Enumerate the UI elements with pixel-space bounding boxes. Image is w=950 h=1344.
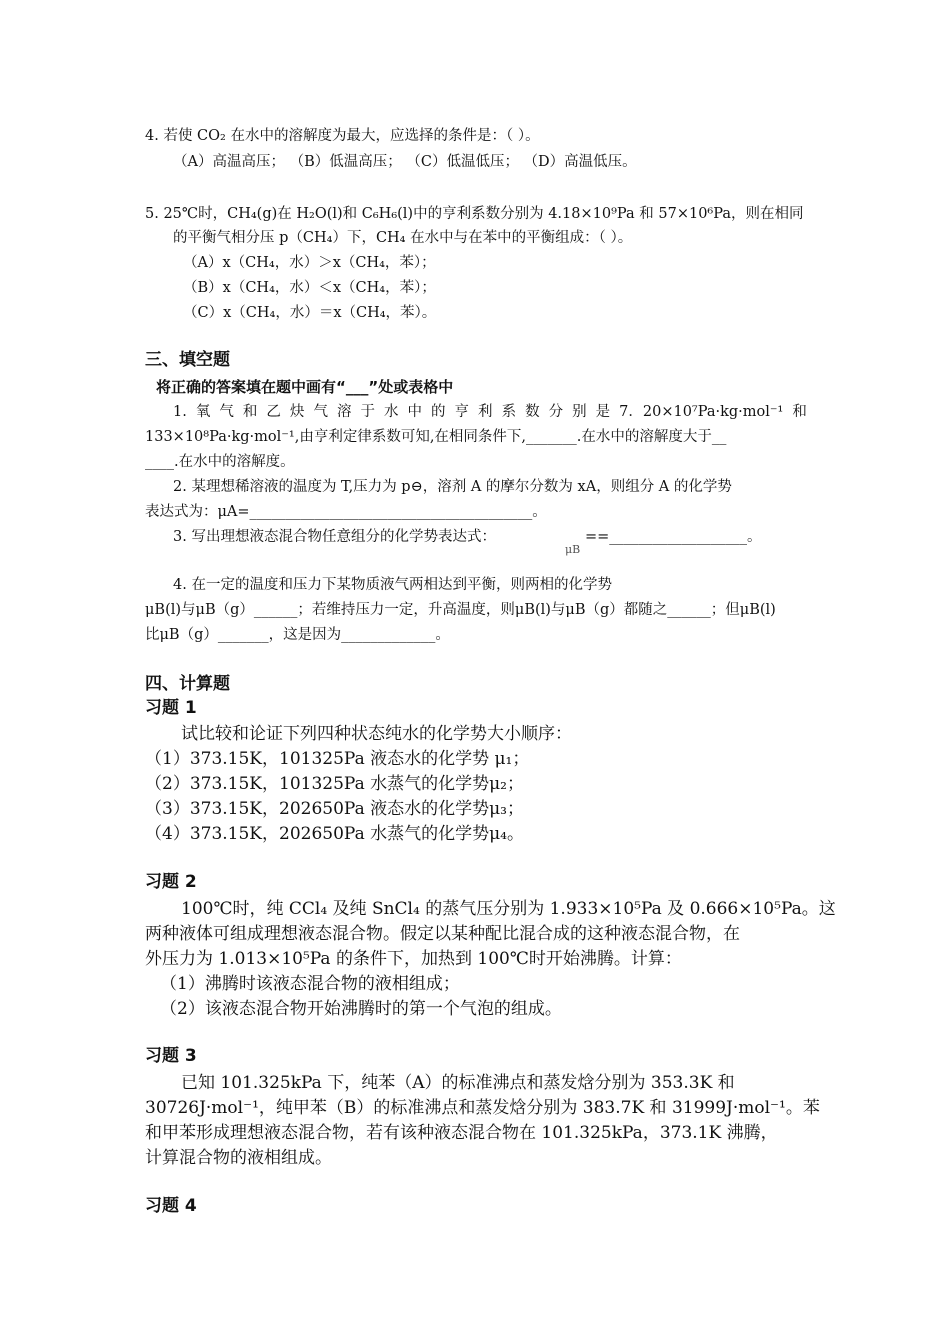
fill-q1-word: 氧 [195, 404, 211, 420]
ex3-line4: 计算混合物的液相组成。 [145, 1148, 332, 1168]
choice-q5-option-b: （B）x（CH₄，水）＜x（CH₄，苯）； [183, 280, 436, 296]
fill-q1-word: 的 [431, 404, 446, 420]
section-calc-title: 四、计算题 [145, 674, 230, 694]
fill-q1-word: 利 [478, 404, 493, 420]
choice-q5-option-a: （A）x（CH₄，水）＞x（CH₄，苯）； [183, 255, 436, 271]
ex1-item-3: （3）373.15K，202650Pa 液态水的化学势μ₃； [145, 799, 524, 819]
fill-q1-word: 溶 [336, 404, 352, 420]
section-fill-title: 三、填空题 [145, 350, 230, 370]
ex2-title: 习题 2 [145, 872, 197, 892]
fill-q1-word: 数 [525, 404, 540, 420]
fill-q1-word: 7．20×10⁷Pa·kg·mol⁻¹ [619, 404, 784, 420]
fill-q2-line2: 表达式为：μA=_______________________________________。 [145, 504, 547, 520]
ex1-title: 习题 1 [145, 698, 197, 718]
fill-q1-word: 气 [219, 404, 234, 420]
choice-q5-stem-line1: 5. 25℃时，CH₄(g)在 H₂O(l)和 C₆H₆(l)中的亨利系数分别为 4.18×10⁹Pa 和 57×10⁶Pa，则在相同 [145, 206, 804, 222]
ex3-title: 习题 3 [145, 1046, 197, 1066]
fill-q1-line1 [173, 402, 807, 422]
fill-q4-line2: μB(l)与μB（g）______；若维持压力一定，升高温度，则μB(l)与μB（g）都随之______；但μB(l) [145, 602, 776, 618]
fill-q1-word: 炔 [289, 404, 305, 420]
ex1-intro: 试比较和论证下列四种状态纯水的化学势大小顺序： [181, 724, 572, 744]
fill-q1-word: 和 [792, 404, 807, 420]
choice-q4-stem: 4. 若使 CO₂ 在水中的溶解度为最大，应选择的条件是：（ ）。 [145, 128, 540, 144]
fill-q1-word: 分 [548, 404, 564, 420]
fill-q1-word: 乙 [266, 404, 281, 420]
ex3-line2: 30726J·mol⁻¹，纯甲苯（B）的标准沸点和蒸发焓分别为 383.7K 和 31999J·mol⁻¹。苯 [145, 1098, 820, 1118]
fill-q4-line3: 比μB（g）_______，这是因为_____________。 [145, 627, 450, 643]
fill-q1-line3: ____.在水中的溶解度。 [145, 454, 295, 470]
fill-q1-word: 亨 [454, 404, 470, 420]
ex1-item-4: （4）373.15K，202650Pa 水蒸气的化学势μ₄。 [145, 824, 524, 844]
ex4-title: 习题 4 [145, 1196, 197, 1216]
fill-q2-line1: 2. 某理想稀溶液的温度为 T,压力为 p⊖，溶剂 A 的摩尔分数为 xA，则组分 A 的化学势 [173, 479, 732, 495]
fill-q1-word: 中 [407, 404, 422, 420]
fill-q3-line1: 3. 写出理想液态混合物任意组分的化学势表达式： [173, 529, 496, 545]
ex3-line1: 已知 101.325kPa 下，纯苯（A）的标准沸点和蒸发焓分别为 353.3K 和 [181, 1073, 735, 1093]
fill-q1-word: 水 [383, 404, 399, 420]
fill-q4-line1: 4. 在一定的温度和压力下某物质液气两相达到平衡，则两相的化学势 [173, 577, 612, 593]
fill-q1-word: 别 [572, 404, 587, 420]
fill-q1-word: 系 [501, 404, 517, 420]
fill-q3-mu-symbol: μB [565, 543, 581, 556]
choice-q5-option-c: （C）x（CH₄，水）＝x（CH₄，苯）。 [183, 305, 437, 321]
choice-q5-stem-line2: 的平衡气相分压 p（CH₄）下，CH₄ 在水中与在苯中的平衡组成：（ ）。 [173, 230, 633, 246]
ex2-line1: 100℃时，纯 CCl₄ 及纯 SnCl₄ 的蒸气压分别为 1.933×10⁵Pa 及 0.666×10⁵Pa。这 [181, 899, 836, 919]
ex1-item-2: （2）373.15K，101325Pa 水蒸气的化学势μ₂； [145, 774, 524, 794]
ex3-line3: 和甲苯形成理想液态混合物，若有该种液态混合物在 101.325kPa，373.1K 沸腾， [145, 1123, 778, 1143]
fill-q1-word: 是 [595, 404, 611, 420]
fill-q1-word: 和 [242, 404, 258, 420]
ex1-item-1: （1）373.15K，101325Pa 液态水的化学势 μ₁； [145, 749, 530, 769]
ex2-line3: 外压力为 1.013×10⁵Pa 的条件下，加热到 100℃时开始沸腾。计算： [145, 949, 682, 969]
fill-q1-line2: 133×10⁸Pa·kg·mol⁻¹,由亨利定律系数可知,在相同条件下,_______.在水中的溶解度大于__ [145, 429, 727, 445]
fill-q1-word: 1. [173, 404, 187, 420]
fill-q1-word: 于 [360, 404, 375, 420]
ex2-item-2: （2）该液态混合物开始沸腾时的第一个气泡的组成。 [160, 999, 562, 1019]
ex2-item-1: （1）沸腾时该液态混合物的液相组成； [160, 974, 460, 994]
fill-q1-word: 气 [313, 404, 328, 420]
ex2-line2: 两种液体可组成理想液态混合物。假定以某种配比混合成的这种液态混合物，在 [145, 924, 740, 944]
choice-q4-options: （A）高温高压； （B）低温高压； （C）低温低压； （D）高温低压。 [173, 154, 637, 170]
section-fill-instruction: 将正确的答案填在题中画有“___”处或表格中 [156, 378, 454, 396]
fill-q3-blank: ==___________________。 [585, 529, 762, 545]
